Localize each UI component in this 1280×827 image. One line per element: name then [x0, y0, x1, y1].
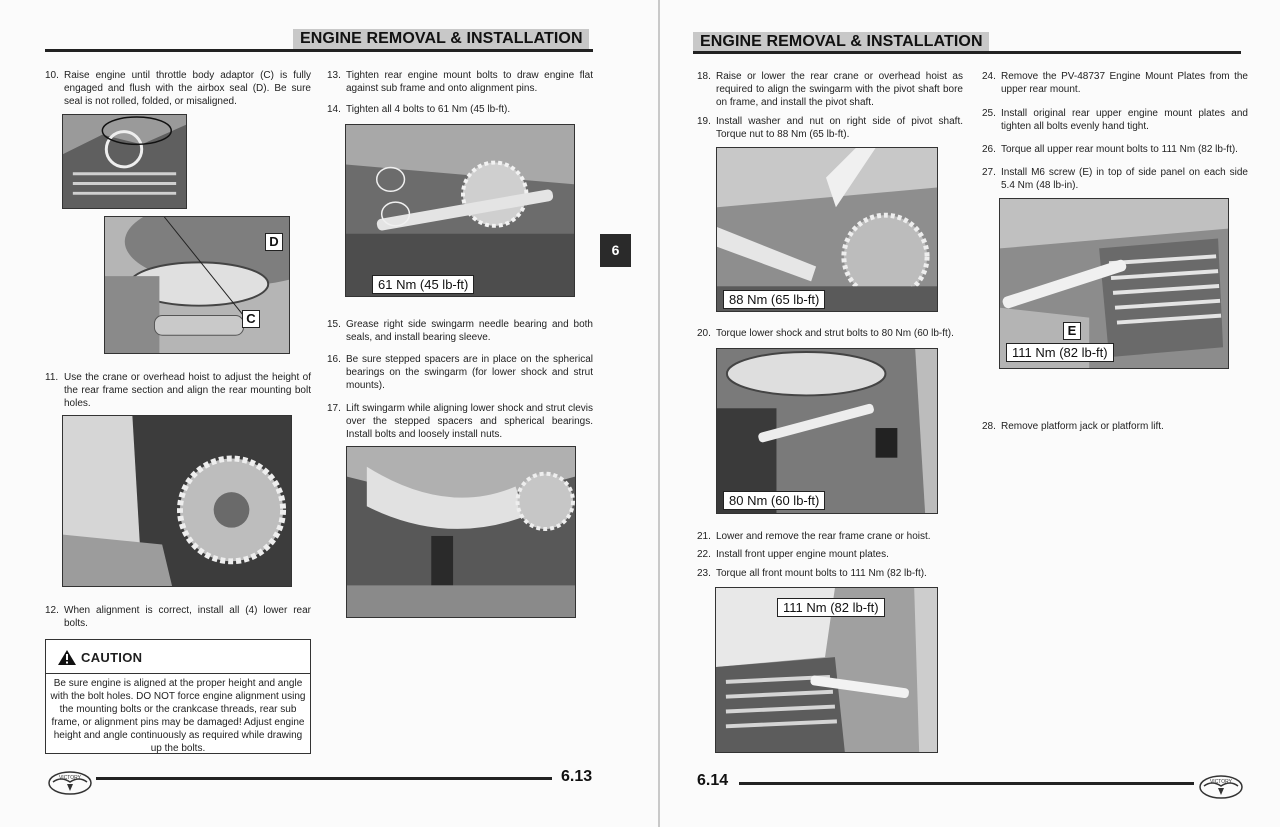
step-23: 23. Torque all front mount bolts to 111 Nm (82 lb-ft). — [697, 568, 927, 579]
step-13: 13. Tighten rear engine mount bolts to draw engine flat against sub frame and onto alignment pins. — [327, 70, 593, 94]
swingarm-photo — [346, 446, 576, 618]
step-10: 10. Raise engine until throttle body adaptor (C) is fully engaged and flush with the airbox seal (D). Be sure seal is not rolled, folded, or misaligned. — [45, 70, 311, 107]
caution-box — [45, 639, 311, 754]
pivot-shaft-photo — [716, 147, 938, 312]
caution-text: Be sure engine is aligned at the proper height and angle with the bolt holes. DO NOT force engine alignment using the mounting bolts or the crankcase threads, rear sub frame, or alignment pins may be damaged! Adjust engine height and angle continuously as required while drawing up the bolts. — [50, 678, 306, 754]
step-28: 28. Remove platform jack or platform lift. — [982, 421, 1164, 432]
rear-mount-photo — [999, 198, 1229, 369]
title-rule — [693, 51, 1241, 54]
page-number: 6.13 — [561, 768, 593, 785]
step-15: 15. Grease right side swingarm needle bearing and both seals, and install bearing sleeve. — [327, 319, 593, 343]
right-page — [660, 0, 1280, 827]
step-26: 26. Torque all upper rear mount bolts to 111 Nm (82 lb-ft). — [982, 144, 1238, 155]
page-title: ENGINE REMOVAL & INSTALLATION — [693, 32, 989, 52]
title-rule — [45, 49, 593, 52]
footer-rule — [96, 777, 552, 780]
warning-triangle-icon — [57, 649, 77, 666]
victory-logo-icon — [47, 770, 93, 796]
step-22: 22. Install front upper engine mount plates. — [697, 549, 889, 560]
airbox-seal-photo — [104, 216, 290, 354]
step-16: 16. Be sure stepped spacers are in place on the spherical bearings on the swingarm (for lower shock and strut mounts). — [327, 354, 593, 391]
step-25: 25. Install original rear upper engine mount plates and tighten all bolts evenly hand tight. — [982, 108, 1248, 132]
step-21: 21. Lower and remove the rear frame crane or hoist. — [697, 531, 931, 542]
step-17: 17. Lift swingarm while aligning lower shock and strut clevis over the stepped spacers and spherical bearings. Install bolts and loosely install nuts. — [327, 403, 593, 440]
label-d: D — [265, 233, 283, 251]
torque-label-88: 88 Nm (65 lb-ft) — [723, 290, 825, 309]
step-12: 12. When alignment is correct, install all (4) lower rear bolts. — [45, 605, 311, 629]
torque-label-111-front: 111 Nm (82 lb-ft) — [777, 598, 885, 617]
logo-text: VICTORY — [58, 775, 82, 781]
caution-label: CAUTION — [81, 650, 143, 665]
logo-text: VICTORY — [1209, 779, 1233, 785]
chapter-tab[interactable]: 6 — [600, 234, 631, 267]
page-title: ENGINE REMOVAL & INSTALLATION — [293, 29, 589, 49]
footer-rule — [739, 782, 1194, 785]
step-18: 18. Raise or lower the rear crane or overhead hoist as required to align the swingarm with the pivot shaft bore on frame, and install the pivot shaft. — [697, 71, 963, 108]
throttle-body-photo — [62, 114, 187, 209]
label-e: E — [1063, 322, 1081, 340]
label-c: C — [242, 310, 260, 328]
step-27: 27. Install M6 screw (E) in top of side panel on each side 5.4 Nm (48 lb-in). — [982, 167, 1248, 191]
torque-label-61: 61 Nm (45 lb-ft) — [372, 275, 474, 294]
rear-frame-photo — [62, 415, 292, 587]
step-11: 11. Use the crane or overhead hoist to adjust the height of the rear frame section and align the rear mounting bolt holes. — [45, 372, 311, 409]
step-20: 20. Torque lower shock and strut bolts to 80 Nm (60 lb-ft). — [697, 328, 954, 339]
caution-header — [46, 640, 310, 674]
engine-mount-bolts-photo — [345, 124, 575, 297]
front-mount-photo — [715, 587, 938, 753]
step-24: 24. Remove the PV-48737 Engine Mount Plates from the upper rear mount. — [982, 71, 1248, 95]
step-14: 14. Tighten all 4 bolts to 61 Nm (45 lb-ft). — [327, 104, 511, 115]
torque-label-80: 80 Nm (60 lb-ft) — [723, 491, 825, 510]
torque-label-111-rear: 111 Nm (82 lb-ft) — [1006, 343, 1114, 362]
page-number: 6.14 — [697, 772, 729, 789]
lower-shock-photo — [716, 348, 938, 514]
step-19: 19. Install washer and nut on right side of pivot shaft. Torque nut to 88 Nm (65 lb-ft). — [697, 116, 963, 140]
victory-logo-icon — [1198, 774, 1244, 800]
